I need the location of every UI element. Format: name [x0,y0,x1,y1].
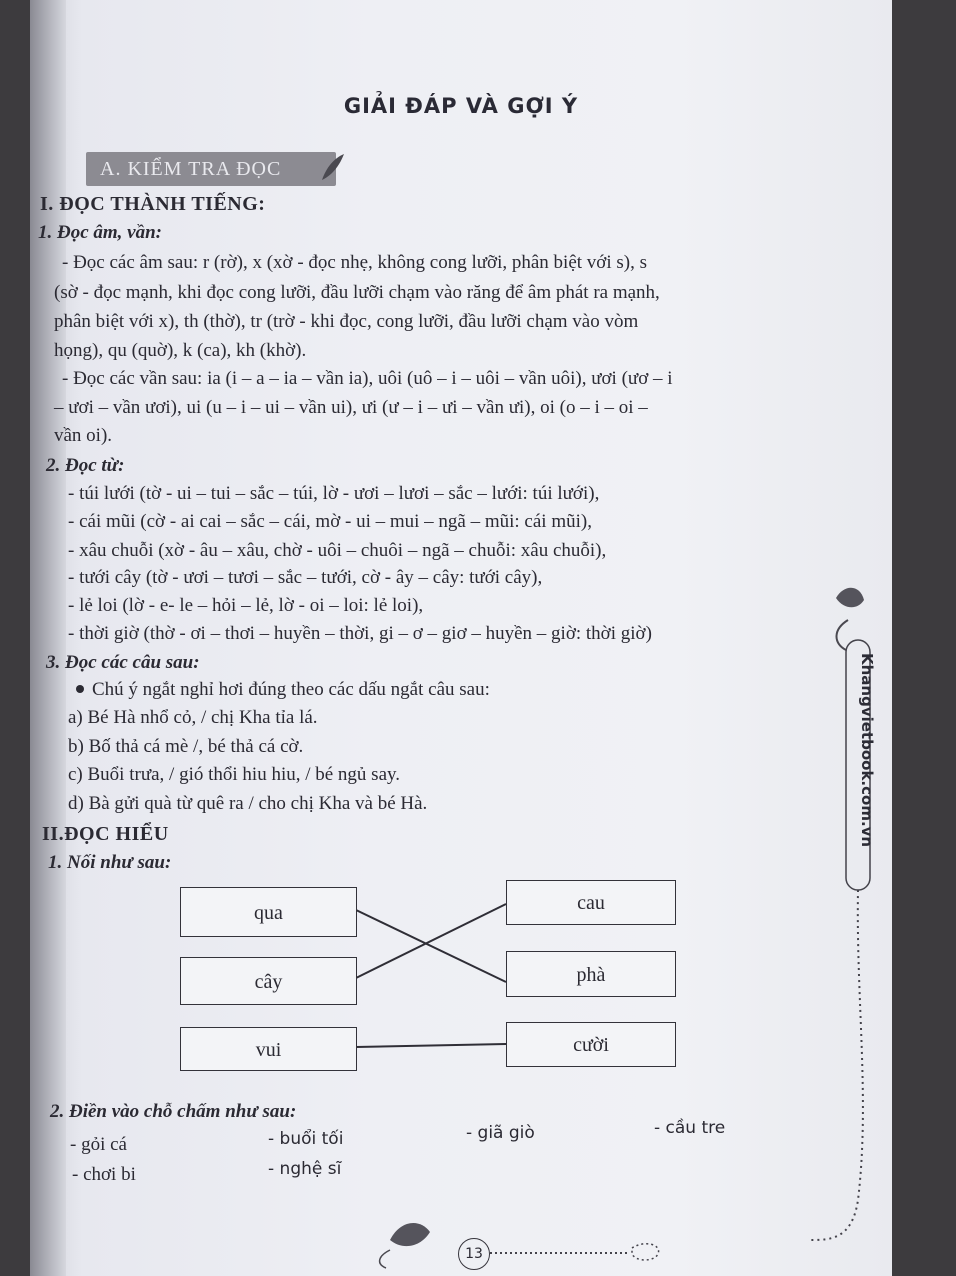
sub1-heading: 1. Đọc âm, vần: [38,222,163,243]
text-line: - Đọc các vần sau: ia (i – a – ia – vần ia), uôi (uô – i – uôi – vần uôi), ươi (ươ – i [62,368,673,389]
match-box-right: cau [506,880,676,925]
text-line: - Đọc các âm sau: r (rờ), x (xờ - đọc nhẹ, không cong lưỡi, phân biệt với s), s [62,252,647,273]
fill-word: - buổi tối [268,1129,344,1149]
match-heading: 1. Nối như sau: [48,852,172,873]
list-item: - thời giờ (thờ - ơi – thơi – huyền – thời, gi – ơ – giơ – huyền – giờ: thời giờ) [68,623,652,644]
part1-heading: I. ĐỌC THÀNH TIẾNG: [40,193,266,215]
fill-word: - giã giò [466,1123,535,1143]
fill-heading: 2. Điền vào chỗ chấm như sau: [50,1101,297,1122]
footer-ornament [370,1210,670,1270]
fill-word: - gỏi cá [70,1134,127,1155]
match-box-left: qua [180,887,357,937]
text-line: vần oi). [54,425,113,446]
list-item: - lẻ loi (lờ - e- le – hỏi – lẻ, lờ - oi – loi: lẻ loi), [68,595,424,616]
section-banner: A. KIỂM TRA ĐỌC [86,152,336,186]
publisher-watermark: Khangvietbook.com.vn [858,652,876,848]
match-box-right: phà [506,951,676,997]
book-page [30,0,892,1276]
text-line: phân biệt với x), th (thờ), tr (trờ - khi đọc, cong lưỡi, đầu lưỡi chạm vào vòm [54,311,639,332]
sentence: d) Bà gửi quà từ quê ra / cho chị Kha và bé Hà. [68,793,428,814]
bullet-text: Chú ý ngắt nghỉ hơi đúng theo các dấu ngắt câu sau: [92,679,490,700]
match-box-right: cười [506,1022,676,1067]
match-box-left: cây [180,957,357,1005]
list-item: - tưới cây (tờ - ươi – tươi – sắc – tưới, cờ - ây – cây: tưới cây), [68,567,543,588]
text-line: họng), qu (quờ), k (ca), kh (khờ). [54,340,307,361]
sentence: a) Bé Hà nhổ cỏ, / chị Kha tỉa lá. [68,707,318,728]
text-line: (sờ - đọc mạnh, khi đọc cong lưỡi, đầu lưỡi chạm vào răng để âm phát ra mạnh, [54,282,660,303]
part2-heading: II.ĐỌC HIỂU [42,823,169,845]
fill-word: - cầu tre [654,1118,726,1138]
sentence: b) Bố thả cá mè /, bé thả cá cờ. [68,736,304,757]
sentence: c) Buổi trưa, / gió thổi hiu hiu, / bé ngủ say. [68,764,401,785]
list-item: - túi lưới (tờ - ui – tui – sắc – túi, lờ - ươi – lươi – sắc – lưới: túi lưới), [68,483,600,504]
fill-word: - chơi bi [72,1164,136,1185]
list-item: - xâu chuỗi (xờ - âu – xâu, chờ - uôi – chuôi – ngã – chuỗi: xâu chuỗi), [68,540,607,561]
matching-lines [30,0,892,1100]
page-number: 13 [458,1238,490,1270]
page-title: GIẢI ĐÁP VÀ GỢI Ý [343,94,579,118]
fill-word: - nghệ sĩ [268,1159,342,1179]
match-box-left: vui [180,1027,357,1071]
text-line: – ươi – vần ươi), ui (u – i – ui – vần ui), ưi (ư – i – ưi – vần ưi), oi (o – i – oi – [54,397,648,418]
sub3-heading: 3. Đọc các câu sau: [46,652,200,673]
list-item: - cái mũi (cờ - ai cai – sắc – cái, mờ - ui – mui – ngã – mũi: cái mũi), [68,511,592,532]
sub2-heading: 2. Đọc từ: [46,455,125,476]
